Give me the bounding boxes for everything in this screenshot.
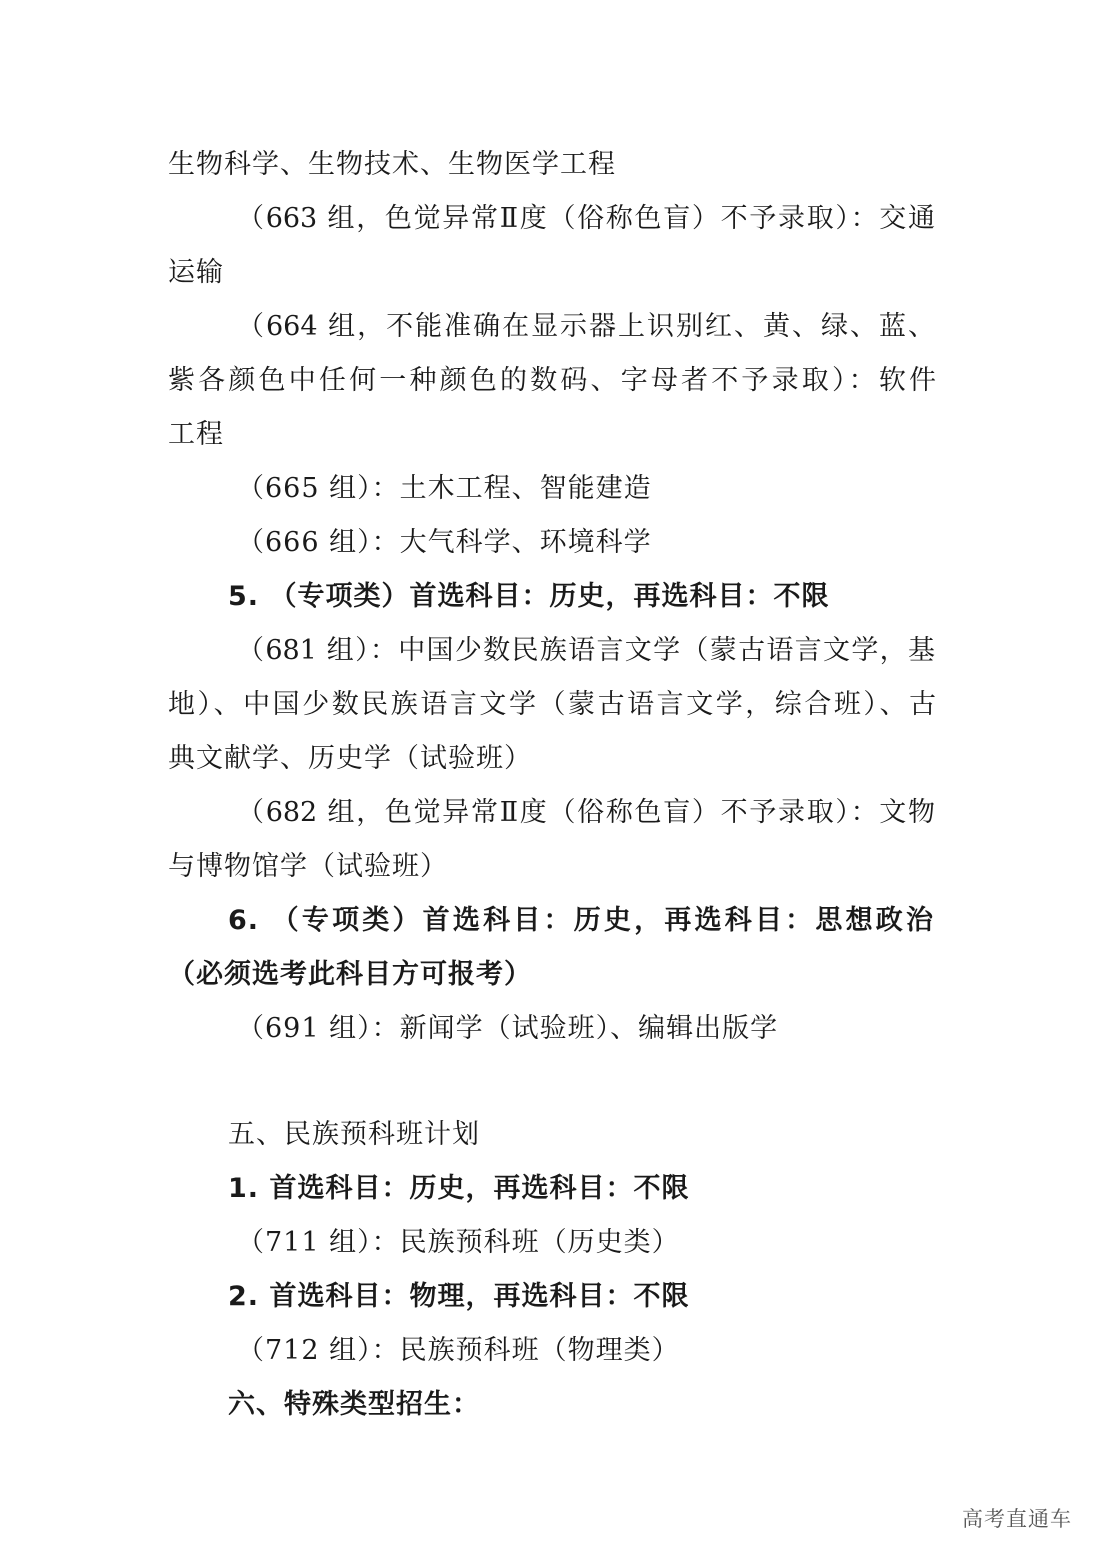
text-line: 典文献学、历史学（试验班） [168, 743, 532, 774]
section-heading: 6. （专项类）首选科目：历史，再选科目：思想政治 [228, 905, 934, 936]
text-line: （682 组，色觉异常Ⅱ度（俗称色盲）不予录取）：文物 [237, 797, 935, 828]
text-line: （666 组）：大气科学、环境科学 [237, 527, 652, 558]
text-line: （711 组）：民族预科班（历史类） [237, 1227, 680, 1258]
text-line: 地）、中国少数民族语言文学（蒙古语言文学，综合班）、古 [168, 689, 936, 720]
text-line: 工程 [168, 419, 224, 450]
section-heading: （必须选考此科目方可报考） [168, 959, 532, 990]
section-title: 六、特殊类型招生： [228, 1389, 480, 1420]
text-line: （664 组，不能准确在显示器上识别红、黄、绿、蓝、 [237, 311, 935, 342]
section-heading: 5. （专项类）首选科目：历史，再选科目：不限 [228, 581, 830, 612]
text-line: （691 组）：新闻学（试验班）、编辑出版学 [237, 1013, 779, 1044]
text-line: （681 组）：中国少数民族语言文学（蒙古语言文学，基 [237, 635, 935, 666]
text-line: 紫各颜色中任何一种颜色的数码、字母者不予录取）：软件 [168, 365, 936, 396]
section-heading: 1. 首选科目：历史，再选科目：不限 [228, 1173, 690, 1204]
text-line: 运输 [168, 257, 224, 288]
text-line: （665 组）：土木工程、智能建造 [237, 473, 652, 504]
text-line: 生物科学、生物技术、生物医学工程 [168, 149, 616, 180]
watermark: 高考直通车 [962, 1507, 1072, 1531]
text-line: （663 组，色觉异常Ⅱ度（俗称色盲）不予录取）：交通 [237, 203, 935, 234]
section-heading: 2. 首选科目：物理，再选科目：不限 [228, 1281, 690, 1312]
section-title: 五、民族预科班计划 [228, 1119, 480, 1150]
text-line: （712 组）：民族预科班（物理类） [237, 1335, 680, 1366]
text-line: 与博物馆学（试验班） [168, 851, 448, 882]
